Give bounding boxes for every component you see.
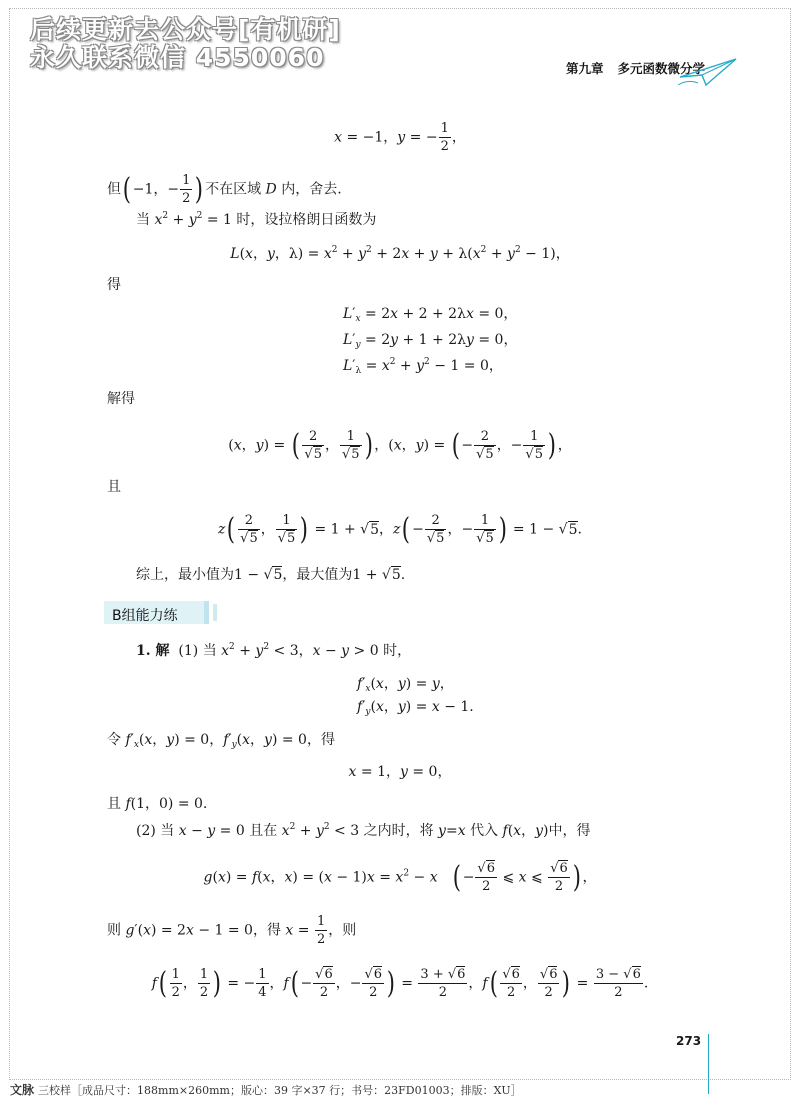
- equation-lagrange: L(x，y，$\lambda) = x^2 + y^2 + 2x + y + \lambda(x^2 + y^2 - 1)$，: [230, 245, 570, 262]
- text-part-2: (2) 当 x − y = 0 且在 $x^2 + y^2 < 3$ 之内时，将 y=x 代入 f(x，y)中，得: [136, 822, 591, 839]
- print-footer: [10, 1081, 522, 1098]
- watermark-line-2: 永久联系微信 4550060: [30, 43, 325, 72]
- equation-lx: $L'_x = 2x + 2 + 2\lambda x = 0$，: [343, 306, 518, 324]
- frame-top: [9, 8, 791, 9]
- text-discard-point: 但( −1，− $\frac{1}{2}$ ) 不在区域 D 内，舍去.: [107, 171, 342, 207]
- text-let: 令 $f'_x(x$，y) = 0，$f'_y(x$，y) = 0，得: [107, 732, 335, 750]
- section-header: [104, 601, 209, 624]
- equation-ly: $L'_y = 2y + 1 + 2\lambda y = 0$，: [343, 332, 518, 350]
- text-and: 且: [107, 479, 121, 495]
- page-number-rule: [708, 1034, 709, 1094]
- footer-brand: 文脉: [10, 1083, 35, 1097]
- text-solve: 解得: [107, 391, 135, 407]
- equation-llambda: $L'_\lambda = x^2 + y^2 - 1 = 0$，: [343, 357, 503, 376]
- chapter-number: 第九章: [566, 61, 604, 76]
- equation-fx: $f'_x(x$，y) = y，: [357, 676, 454, 694]
- section-title: B组能力练: [112, 608, 178, 624]
- solution-label: 1. 解: [136, 643, 170, 659]
- equation-solutions: (x，y) = ( $\frac{2}{√5}$ ， $\frac{1}{√5}$ ) ，(x，y) = ( − $\frac{2}{√5}$ ，− $\frac{1}{√5}$ ) ，: [228, 427, 572, 463]
- text-solution-1: 1. 解 (1) 当 $x^2 + y^2 < 3$，x − y > 0 时，: [136, 642, 412, 659]
- equation-f-values: f( $\frac{1}{2}$ ， $\frac{1}{2}$ ) = − $\frac{1}{4}$ ，f( − $\frac{√6}{2}$ ，− $\frac{√6}{2}$ ) = $\frac{3 + √6}{2}$ ，f( $\frac{√6}{2}$ ， $\frac{√6}{2}$ ) = $\frac{3 - √6}{2}$ .: [151, 965, 649, 1001]
- text-summary: 综上，最小值为1 − √5，最大值为1 + √5.: [136, 567, 406, 583]
- equation-critical-point: x = −1，y = − $\frac{1}{2}$ ，: [334, 121, 466, 154]
- watermark-line-1: 后续更新去公众号[有机研]: [30, 15, 341, 44]
- frame-bottom: [9, 1079, 791, 1080]
- equation-point-1-0: x = 1，y = 0，: [348, 764, 452, 780]
- paper-plane-icon: [676, 55, 740, 91]
- equation-g: g(x) = f(x，$x) = (x - 1)x = x^2 - x$ ( − $\frac{√6}{2}$ ⩽ x ⩽ $\frac{√6}{2}$ ) ，: [203, 859, 597, 895]
- footer-details: 三校样［成品尺寸：188mm×260mm；版心：39 字×37 行；书号：23FD01003；排版：XU］: [38, 1084, 522, 1097]
- text-boundary-case: 当 $x^2 + y^2 = 1$ 时，设拉格朗日函数为: [136, 211, 377, 228]
- text-f-value: 且 f(1，0) = 0.: [107, 796, 208, 812]
- text-get: 得: [107, 277, 121, 293]
- text-g-prime: 则 g′(x) = 2x − 1 = 0，得 x = $\frac{1}{2}$ ，则: [107, 914, 357, 947]
- equation-fy: $f'_y(x$，y) = x − 1.: [357, 699, 474, 717]
- equation-values: z( $\frac{2}{√5}$ ， $\frac{1}{√5}$ ) = 1 + √5，z( − $\frac{2}{√5}$ ，− $\frac{1}{√5}$ ) = 1 − √5.: [218, 511, 582, 547]
- chapter-title: 多元函数微分学: [617, 61, 706, 76]
- page-number: 273: [676, 1034, 702, 1048]
